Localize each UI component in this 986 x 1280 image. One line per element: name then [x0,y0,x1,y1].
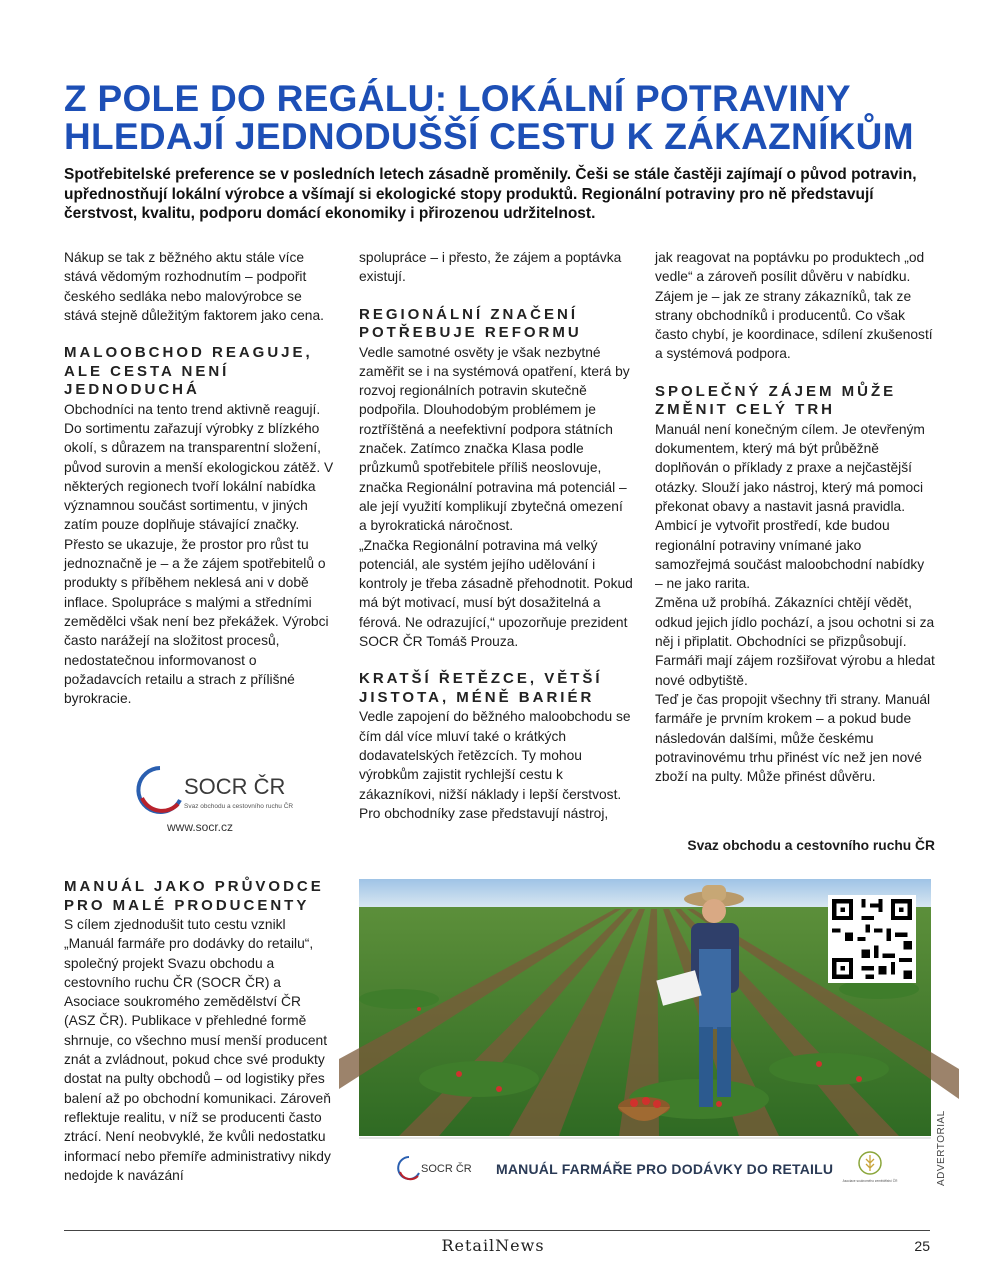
paragraph: Nákup se tak z běžného aktu stále více stává vědomým rozhodnutím – podpořit českého sedláka nebo malovýrobce se stává stejně důležitým faktorem jako cena. [64,250,324,323]
column-1-lower [64,878,336,1185]
asz-logo-text: Asociace soukromého zemědělství ČR [842,1179,898,1183]
socr-small-logo [397,1155,472,1183]
paragraph: Obchodníci na tento trend aktivně reagují. Do sortimentu zařazují výrobky z blízkého okolí, s důrazem na transparentní složení, původ surovin a menší ekologickou zátěž. V některých regionech tvoří lokální nabídka významnou součást sortimentu, v jiných zatím pouze doplňuje stávající značky. Přesto se ukazuje, že prostor pro růst tu jednoznačně je – a že zájem spotřebitelů o produkty s příběhem neklesá ani v době inflace. Spolupráce s malými a středními zemědělci však není bez překážek. Výrobci často narážejí na složitost procesů, nedostatečnou informovanost o požadavcích retailu a strach z přílišné byrokracie. [64,401,334,707]
paragraph: Vedle zapojení do běžného maloobchodu se čím dál více mluví také o krátkých dodavatelských řetězcích. Ty mohou výrobkům zajistit rychlejší cestu k zákazníkovi, nižší náklady i lepší čerstvost. Pro obchodníky zase představují nástroj, [359,709,631,821]
asz-logo [842,1151,898,1187]
manual-banner [359,1137,931,1201]
section-heading: KRATŠÍ ŘETĚZCE, VĚTŠÍ JISTOTA, MÉNĚ BARIÉR [359,670,603,706]
logo-subtitle: Svaz obchodu a cestovního ruchu ČR [184,803,294,810]
footer-divider [64,1230,930,1231]
section-heading: REGIONÁLNÍ ZNAČENÍ POTŘEBUJE REFORMU [359,305,582,342]
lead-paragraph: Spotřebitelské preference se v posledních letech zásadně proměnily. Češi se stále častěji zajímají o původ potravin, upřednostňují lokální výrobce a všímají si ekologické stopy produktů. Regionální potraviny pro ně představují čerstvost, kvalitu, podporu domácí ekonomiky i přirozenou udržitelnost. [64,166,917,222]
column-2 [359,248,634,823]
column-1 [64,248,336,708]
banner-title: MANUÁL FARMÁŘE PRO DODÁVKY DO RETAILU [496,1161,834,1177]
article-title [64,80,944,156]
page-number: 25 [914,1238,930,1254]
quote-paragraph: „Značka Regionální potravina má velký potenciál, ale systém jejího udělování i kontroly je třeba zásadně přehodnotit. Pokud má být motivací, musí být dosažitelná a férová. Ne odrazující,“ upozorňuje prezident SOCR ČR Tomáš Prouza. [359,537,633,650]
title-line-1: Z POLE DO REGÁLU: LOKÁLNÍ POTRAVINY [64,78,851,119]
socr-logo-block [64,758,336,838]
logo-text: SOCR ČR [184,774,286,799]
paragraph: S cílem zjednodušit tuto cestu vznikl „Manuál farmáře pro dodávky do retailu“, společný projekt Svazu obchodu a cestovního ruchu ČR (SOCR ČR) a Asociace soukromého zemědělství ČR (ASZ ČR). Publikace v přehledné formě shrnuje, co všechno musí menší producent znát a zvládnout, pokud chce své produkty dostat na pulty obchodů – od logistiky přes balení až po obchodní komunikaci. Zároveň reflektuje realitu, v níž se producenti často ztrácí. Není neobvyklé, že kvůli nedostatku informací nebo přemíře administrativy nikdy nedojde k navázání [64,917,331,1183]
column-3 [655,248,935,786]
qr-icon [828,895,916,983]
paragraph: Teď je čas propojit všechny tři strany. Manuál farmáře je prvním krokem – a pokud bude následován dalšími, může českému potravinovému trhu přinést víc než jen nové zboží na pulty. Může přinést důvěru. [655,691,931,785]
qr-code[interactable] [828,895,916,983]
paragraph: Zájem je – jak ze strany zákazníků, tak ze strany obchodníků i producentů. Co však často chybí, je koordinace, sdílení zkušeností a systémová podpora. [655,288,933,362]
advertorial-label: ADVERTORIAL [936,1110,947,1186]
title-line-2: HLEDAJÍ JEDNODUŠŠÍ CESTU K ZÁKAZNÍKŮM [64,116,914,157]
paragraph: Manuál není konečným cílem. Je otevřeným dokumentem, který má být průběžně doplňován o příklady z praxe a nejčastější otázky. Slouží jako nástroj, který má pomoci překonat obavy a nastavit jasná pravidla. Ambicí je vytvořit prostředí, kde budou regionální potraviny vnímané jako samozřejmá součást maloobchodní nabídky – ne jako rarita. [655,421,925,592]
section-heading: MANUÁL JAKO PRŮVODCE PRO MALÉ PRODUCENTY [64,878,324,914]
section-heading: MALOOBCHOD REAGUJE, ALE CESTA NENÍ JEDNODUCHÁ [64,344,313,399]
paragraph: Vedle samotné osvěty je však nezbytné zaměřit se i na systémová opatření, která by rozvoj regionálních potravin skutečně podpořila. Dlouhodobým problémem je roztříštěná a neefektivní podpora státních značek. Zatímco značka Klasa podle průzkumů spotřebitele příliš neoslovuje, značka Regionální potravina má potenciál – ale její využití komplikují zbytečná omezení a byrokratická náročnost. [359,344,630,534]
socr-url[interactable]: www.socr.cz [166,820,233,834]
paragraph: spolupráce – i přesto, že zájem a poptávka existují. [359,250,622,285]
signature: Svaz obchodu a cestovního ruchu ČR [687,838,935,853]
publication-brand: RetailNews [441,1236,545,1255]
section-heading: SPOLEČNÝ ZÁJEM MŮŽE ZMĚNIT CELÝ TRH [655,382,897,419]
paragraph: jak reagovat na poptávku po produktech „od vedle“ a zároveň posílit důvěru v nabídku. [655,250,925,285]
paragraph: Změna už probíhá. Zákazníci chtějí vědět, odkud jejich jídlo pochází, a jsou ochotni si za něj i připlatit. Obchodníci se přizpůsobují. Farmáři mají zájem rozšiřovat výrobu a hledat nové odbytiště. [655,595,935,688]
banner-logo-left-text: SOCR ČR [421,1163,472,1175]
socr-logo [134,764,294,818]
